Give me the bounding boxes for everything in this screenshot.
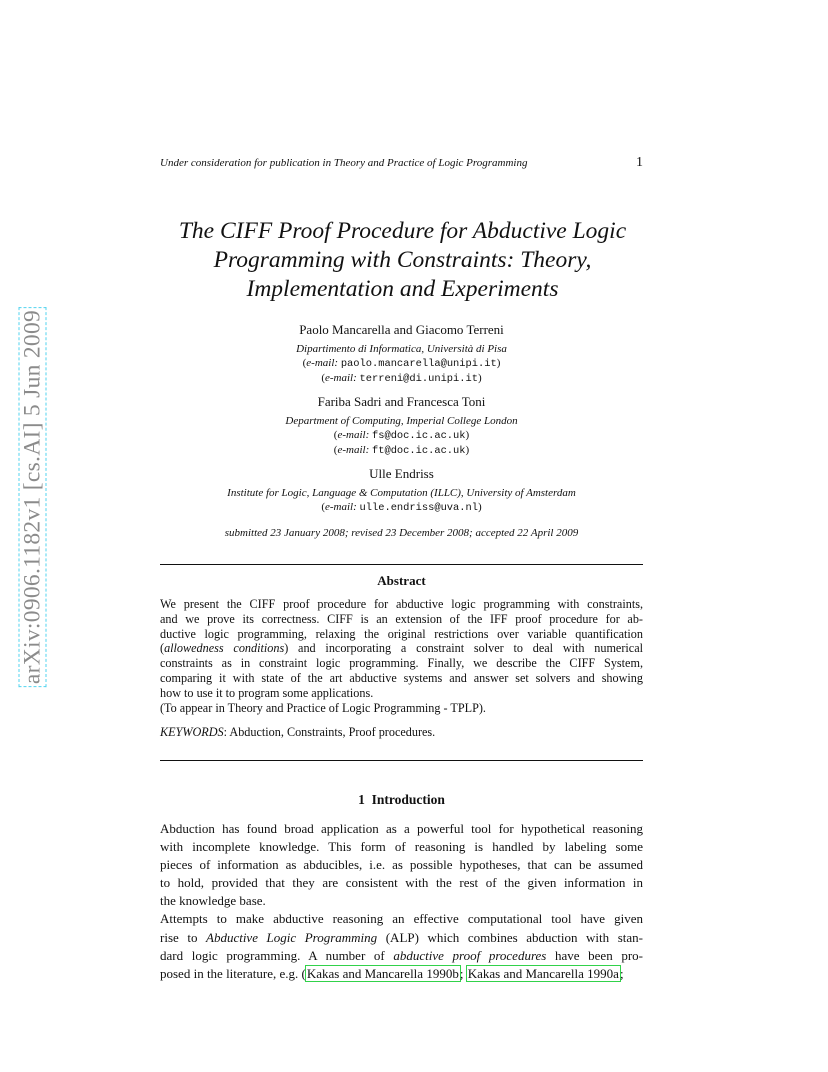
email-label: e-mail: [337, 429, 370, 441]
abstract-line: comparing it with state of the art abductive systems and answer set solvers and showing [160, 670, 643, 685]
email-address[interactable]: ulle.endriss@uva.nl [359, 502, 478, 514]
text-span: ( [160, 641, 165, 656]
section-heading [160, 792, 643, 808]
abstract-body [160, 597, 643, 715]
page-number: 1 [636, 155, 643, 170]
email-label: e-mail: [306, 357, 339, 369]
section-number: 1 [358, 792, 365, 807]
email-line: (e-mail: ulle.endriss@uva.nl) [321, 501, 482, 514]
author-group-1 [160, 322, 643, 386]
title-line-2: Programming with Constraints: Theory, [213, 247, 592, 273]
running-head: Under consideration for publication in Theory and Practice of Logic Programming [160, 157, 528, 169]
keywords-label: KEYWORDS [160, 725, 224, 739]
arxiv-id-text[interactable]: arXiv:0906.1182v1 [cs.AI] 5 Jun 2009 [19, 307, 47, 687]
title-line-3: Implementation and Experiments [246, 276, 559, 302]
author-group-3 [160, 466, 643, 515]
intro-line [160, 965, 643, 983]
abstract-line: and we prove its correctness. CIFF is an extension of the IFF proof procedure for ab- [160, 611, 643, 626]
author-names: Paolo Mancarella and Giacomo Terreni [299, 322, 504, 337]
submission-dates: submitted 23 January 2008; revised 23 December 2008; accepted 22 April 2009 [224, 527, 579, 539]
email-label: e-mail: [325, 372, 357, 384]
divider-top [160, 564, 643, 565]
email-line: (e-mail: paolo.mancarella@unipi.it) [302, 357, 501, 370]
abstract-line: constraints as in constraint logic programming. Finally, we describe the CIFF System, [160, 656, 643, 671]
email-label: e-mail: [337, 444, 370, 456]
author-names: Ulle Endriss [369, 466, 434, 481]
intro-line [160, 929, 643, 947]
abstract-heading: Abstract [377, 573, 426, 588]
intro-line: Attempts to make abductive reasoning an effective computational tool have given [160, 911, 643, 927]
email-address[interactable]: paolo.mancarella@unipi.it [340, 358, 497, 370]
email-address[interactable]: ft@doc.ic.ac.uk [371, 445, 466, 457]
citation-link[interactable]: Kakas and Mancarella 1990a [467, 965, 619, 981]
abstract-line: how to use it to program some applications. [160, 685, 374, 700]
email-address[interactable]: terreni@di.unipi.it [359, 373, 478, 385]
author-group-2 [160, 394, 643, 458]
abstract-line: ductive logic programming, relaxing the original restrictions over variable quantification [160, 626, 643, 641]
affiliation: Department of Computing, Imperial College London [285, 415, 518, 427]
email-line: (e-mail: ft@doc.ic.ac.uk) [333, 444, 470, 457]
citation-link[interactable]: Kakas and Mancarella 1990b [306, 965, 459, 981]
section-title: Introduction [371, 792, 445, 807]
italic-term: Abductive Logic Programming [206, 929, 378, 945]
text-span: dard logic programming. A number of [160, 947, 394, 963]
text-span: ; [619, 965, 624, 981]
italic-term: allowedness conditions [164, 641, 285, 656]
email-address[interactable]: fs@doc.ic.ac.uk [371, 430, 466, 442]
keywords [160, 725, 643, 740]
divider-bottom [160, 760, 643, 761]
paper-title [140, 217, 665, 304]
intro-line: the knowledge base. [160, 893, 266, 909]
intro-line: Abduction has found broad application as a powerful tool for hypothetical reasoning [160, 821, 643, 836]
abstract-line [160, 641, 643, 656]
text-span: have been pro- [546, 947, 643, 963]
title-line-1: The CIFF Proof Procedure for Abductive Logic [178, 218, 627, 244]
email-label: e-mail: [325, 501, 357, 513]
keywords-text: : Abduction, Constraints, Proof procedures. [223, 725, 436, 739]
email-line: (e-mail: fs@doc.ic.ac.uk) [333, 429, 470, 442]
intro-body [160, 820, 643, 983]
affiliation: Dipartimento di Informatica, Università di Pisa [296, 343, 507, 355]
text-span: posed in the literature, e.g. ( [160, 965, 306, 981]
text-span: ) and incorporating a constraint solver to deal with numerical [284, 641, 643, 656]
intro-line [160, 947, 643, 965]
italic-term: abductive proof procedures [393, 947, 547, 963]
text-span: (ALP) which combines abduction with stan- [377, 929, 643, 945]
abstract-line: We present the CIFF proof procedure for abductive logic programming with constraints, [160, 597, 643, 611]
text-span: rise to [160, 929, 206, 945]
intro-line: with incomplete knowledge. This form of reasoning is handled by labeling some [160, 839, 643, 855]
email-line: (e-mail: terreni@di.unipi.it) [321, 372, 482, 385]
intro-line: pieces of information as abducibles, i.e. as possible hypotheses, that can be assumed [160, 857, 643, 873]
affiliation: Institute for Logic, Language & Computation (ILLC), University of Amsterdam [227, 487, 576, 499]
publication-note: (To appear in Theory and Practice of Logic Programming - TPLP). [160, 700, 486, 715]
intro-line: to hold, provided that they are consistent with the rest of the given information in [160, 875, 643, 891]
text-span: ; [459, 965, 467, 981]
author-names: Fariba Sadri and Francesca Toni [317, 394, 486, 409]
